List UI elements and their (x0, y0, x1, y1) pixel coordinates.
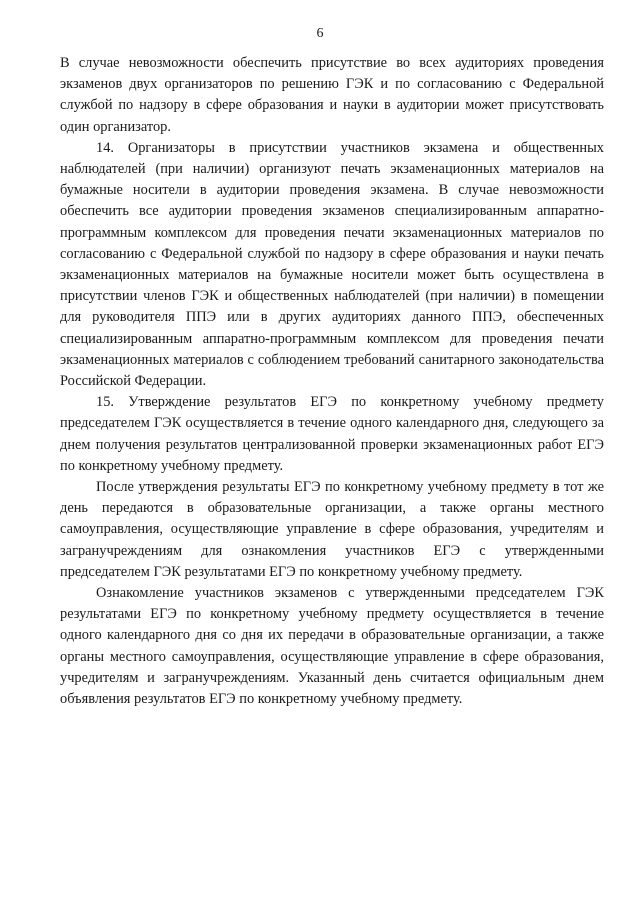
paragraph-organizer-exception: В случае невозможности обеспечить присутствие во всех аудиториях проведения экзаменов двух организаторов по решению ГЭК и по согласованию с Федеральной службой по надзору в сфере образования и науки в аудитории может присутствовать один организатор. (60, 55, 604, 135)
paragraph-14-printing: 14. Организаторы в присутствии участников экзамена и общественных наблюдателей (при наличии) организуют печать экзаменационных материалов на бумажные носители в аудитории проведения экзамена. В случае невозможности обеспечить все аудитории проведения экзаменов специализированным аппаратно-программным комплексом для проведения печати экзаменационных материалов по согласованию с Федеральной службой по надзору в сфере образования и науки печать экзаменационных материалов на бумажные носители может быть осуществлена в присутствии членов ГЭК и общественных наблюдателей (при наличии) в помещении для руководителя ППЭ или в других аудиториях данного ППЭ, обеспеченных специализированным аппаратно-программным комплексом для проведения печати экзаменационных материалов с соблюдением требований санитарного законодательства Российской Федерации. (60, 139, 604, 390)
document-body (60, 53, 604, 710)
paragraph-15-approval: 15. Утверждение результатов ЕГЭ по конкретному учебному предмету председателем ГЭК осуществляется в течение одного календарного дня, следующего за днем получения результатов централизованной проверки экзаменационных работ ЕГЭ по конкретному учебному предмету. (60, 394, 604, 474)
paragraph-results-transfer: После утверждения результаты ЕГЭ по конкретному учебному предмету в тот же день передаются в образовательные организации, а также органы местного самоуправления, осуществляющие управление в сфере образования, учредителям и загранучреждениям для ознакомления участников ЕГЭ с утвержденными председателем ГЭК результатами ЕГЭ по конкретному учебному предмету. (60, 479, 604, 580)
paragraph-results-familiarization: Ознакомление участников экзаменов с утвержденными председателем ГЭК результатами ЕГЭ по конкретному учебному предмету осуществляется в течение одного календарного дня со дня их передачи в образовательные организации, а также органы местного самоуправления, осуществляющие управление в сфере образования, учредителям и загранучреждениям. Указанный день считается официальным днем объявления результатов ЕГЭ по конкретному учебному предмету. (60, 585, 604, 708)
page-number: 6 (316, 26, 324, 41)
